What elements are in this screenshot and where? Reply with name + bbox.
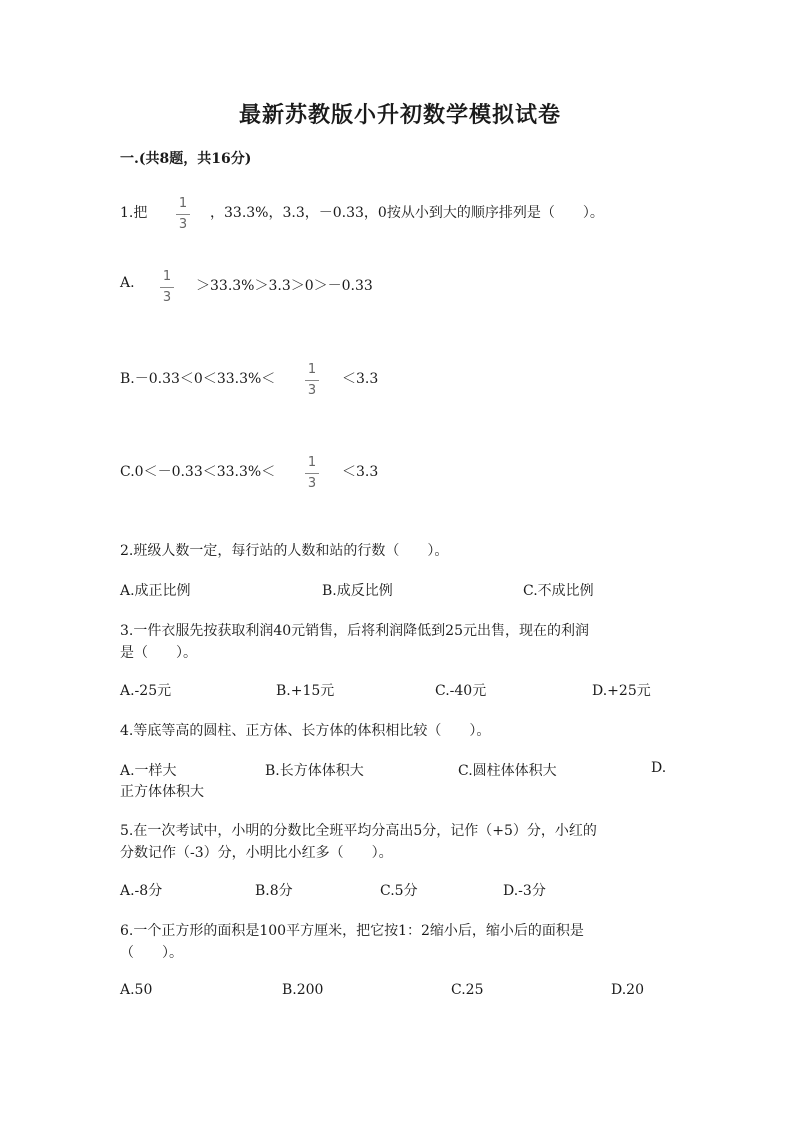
question-3-text xyxy=(120,620,589,664)
fraction-denominator: 3 xyxy=(307,383,317,398)
q3-option-c: C.-40元 xyxy=(435,683,487,699)
q3-option-d: D.+25元 xyxy=(592,683,651,699)
fraction-one-third xyxy=(305,455,319,492)
fraction-denominator: 3 xyxy=(178,217,188,232)
fraction-numerator: 1 xyxy=(178,196,188,211)
q6-option-b: B.200 xyxy=(282,982,324,998)
fraction-bar xyxy=(305,473,319,474)
question-6-line-2: （ ）。 xyxy=(120,945,183,961)
q2-option-a: A.成正比例 xyxy=(120,583,191,599)
q4-option-d-text: 正方体体积大 xyxy=(120,784,204,800)
page-title: 最新苏教版小升初数学模拟试卷 xyxy=(238,103,561,128)
fraction-bar xyxy=(305,380,319,381)
q2-option-c: C.不成比例 xyxy=(523,583,594,599)
q1-option-b-text: B.－0.33＜0＜33.3%＜ xyxy=(120,371,276,387)
section-heading: 一.(共8题，共16分) xyxy=(120,151,252,167)
fraction-numerator: 1 xyxy=(307,362,317,377)
q6-option-d: D.20 xyxy=(611,982,644,998)
fraction-numerator: 1 xyxy=(162,269,172,284)
fraction-bar xyxy=(160,287,174,288)
q5-option-a: A.-8分 xyxy=(120,883,163,899)
q4-option-c: C.圆柱体体积大 xyxy=(458,763,557,779)
question-4-text: 4.等底等高的圆柱、正方体、长方体的体积相比较（ ）。 xyxy=(120,723,491,739)
q5-option-c: C.5分 xyxy=(380,883,418,899)
question-6-text xyxy=(120,920,584,964)
question-5-line-2: 分数记作（-3）分，小明比小红多（ ）。 xyxy=(120,845,393,861)
q1-option-a-label: A. xyxy=(120,275,135,291)
question-5-text xyxy=(120,820,597,864)
q4-option-a: A.一样大 xyxy=(120,763,177,779)
q4-option-b: B.长方体体积大 xyxy=(265,763,364,779)
q1-option-c-text: C.0＜－0.33＜33.3%＜ xyxy=(120,464,276,480)
fraction-denominator: 3 xyxy=(162,290,172,305)
q2-option-b: B.成反比例 xyxy=(322,583,393,599)
fraction-denominator: 3 xyxy=(307,476,317,491)
q5-option-d: D.-3分 xyxy=(503,883,546,899)
q1-option-c-end: ＜3.3 xyxy=(342,464,379,480)
q6-option-c: C.25 xyxy=(451,982,484,998)
q1-option-a-text: ＞33.3%＞3.3＞0＞－0.33 xyxy=(196,278,373,294)
question-2-text: 2.班级人数一定，每行站的人数和站的行数（ ）。 xyxy=(120,543,449,559)
question-1-prefix: 1.把 xyxy=(120,205,148,221)
q1-option-b-end: ＜3.3 xyxy=(342,371,379,387)
q3-option-a: A.-25元 xyxy=(120,683,172,699)
question-5-line-1: 5.在一次考试中，小明的分数比全班平均分高出5分，记作（+5）分，小红的 xyxy=(120,823,597,839)
fraction-numerator: 1 xyxy=(307,455,317,470)
fraction-one-third xyxy=(176,196,190,233)
fraction-one-third xyxy=(160,269,174,306)
q4-option-d-label: D. xyxy=(651,760,667,776)
q6-option-a: A.50 xyxy=(120,982,153,998)
question-1-text: ，33.3%，3.3，－0.33，0按从小到大的顺序排列是（ ）。 xyxy=(210,205,604,221)
q5-option-b: B.8分 xyxy=(255,883,293,899)
question-6-line-1: 6.一个正方形的面积是100平方厘米，把它按1：2缩小后，缩小后的面积是 xyxy=(120,923,584,939)
question-3-line-1: 3.一件衣服先按获取利润40元销售，后将利润降低到25元出售，现在的利润 xyxy=(120,623,589,639)
question-3-line-2: 是（ ）。 xyxy=(120,645,197,661)
q3-option-b: B.+15元 xyxy=(276,683,335,699)
fraction-bar xyxy=(176,214,190,215)
fraction-one-third xyxy=(305,362,319,399)
